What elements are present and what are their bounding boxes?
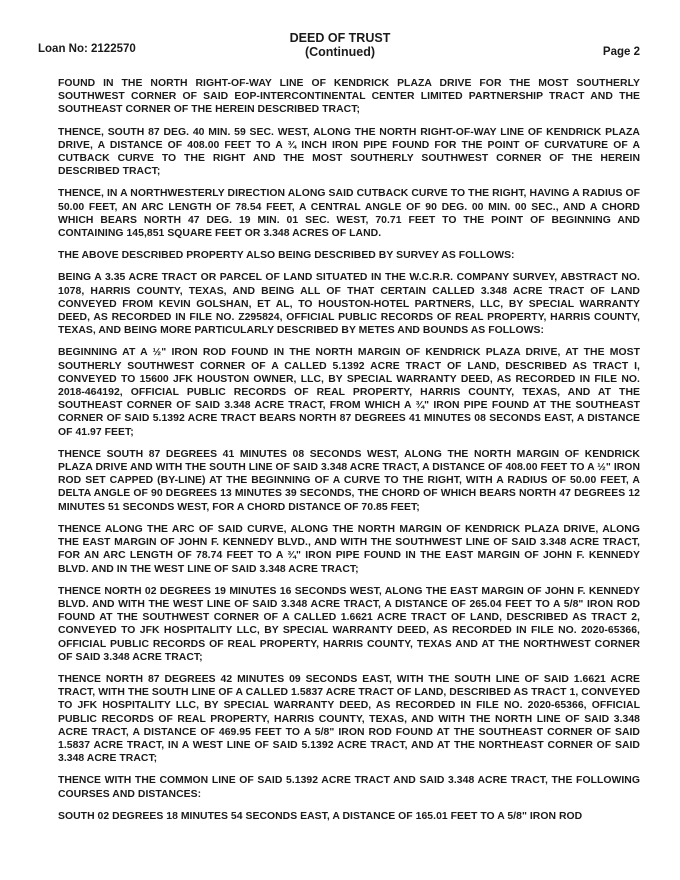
loan-number: Loan No: 2122570 xyxy=(38,43,136,55)
page-header xyxy=(0,0,680,62)
paragraph-thence-north-87-42: THENCE NORTH 87 DEGREES 42 MINUTES 09 SECONDS EAST, WITH THE SOUTH LINE OF SAID 1.6621 ACRE TRACT, WITH THE SOUTH LINE OF A CALLED 1.5837 ACRE TRACT OF LAND, DESCRIBED AS TRACT 1, CONVEYED TO JFK HOSPITALITY LLC, BY SPECIAL WARRANTY DEED, AS RECORDED IN FILE NO. 2020-65366, OFFICIAL PUBLIC RECORDS OF REAL PROPERTY, HARRIS COUNTY, TEXAS, AND WITH THE NORTH LINE OF SAID 3.348 ACRE TRACT, A DISTANCE OF 469.95 FEET TO A 5/8" IRON ROD FOUND AT THE SOUTHEAST CORNER OF SAID 1.5837 ACRE TRACT, IN A WEST LINE OF SAID 5.1392 ACRE TRACT, AND AT THE NORTHEAST CORNER OF SAID 3.348 ACRE TRACT; xyxy=(58,673,640,765)
page-number: Page 2 xyxy=(602,46,640,58)
paragraph-thence-north-02-19: THENCE NORTH 02 DEGREES 19 MINUTES 16 SECONDS WEST, ALONG THE EAST MARGIN OF JOHN F. KENNEDY BLVD. AND WITH THE WEST LINE OF SAID 3.348 ACRE TRACT, A DISTANCE OF 265.04 FEET TO A 5/8" IRON ROD FOUND AT THE SOUTHWEST CORNER OF A CALLED 1.6621 ACRE TRACT OF LAND, DESCRIBED AS TRACT 2, CONVEYED TO JFK HOSPITALITY LLC, BY SPECIAL WARRANTY DEED, AS RECORDED IN FILE NO. 2020-65366, OFFICIAL PUBLIC RECORDS OF REAL PROPERTY, HARRIS COUNTY, TEXAS AND AT THE NORTHWEST CORNER OF SAID 3.348 ACRE TRACT; xyxy=(58,585,640,663)
document-title-continued: (Continued) xyxy=(304,45,376,59)
paragraph-thence-south-87-41: THENCE SOUTH 87 DEGREES 41 MINUTES 08 SECONDS WEST, ALONG THE NORTH MARGIN OF KENDRICK PLAZA DRIVE AND WITH THE SOUTH LINE OF SAID 3.348 ACRE TRACT, A DISTANCE OF 408.00 FEET TO A ½" IRON ROD SET CAPPED (BY-LINE) AT THE BEGINNING OF A CURVE TO THE RIGHT, WITH A RADIUS OF 50.00 FEET, A DELTA ANGLE OF 90 DEGREES 13 MINUTES 39 SECONDS, THE CHORD OF WHICH BEARS NORTH 47 DEGREES 12 MINUTES 51 SECONDS WEST, FOR A CHORD DISTANCE OF 70.85 FEET; xyxy=(58,448,640,513)
document-title xyxy=(0,31,680,59)
document-title-main: DEED OF TRUST xyxy=(289,31,391,45)
legal-description xyxy=(58,77,640,832)
paragraph-beginning: BEGINNING AT A ½" IRON ROD FOUND IN THE NORTH MARGIN OF KENDRICK PLAZA DRIVE, AT THE MOST SOUTHERLY SOUTHWEST CORNER OF A CALLED 5.1392 ACRE TRACT OF LAND, DESCRIBED AS TRACT I, CONVEYED TO 15600 JFK HOUSTON OWNER, LLC, BY SPECIAL WARRANTY DEED, AS RECORDED IN FILE NO. 2018-464192, OFFICIAL PUBLIC RECORDS OF REAL PROPERTY, HARRIS COUNTY, TEXAS, AND AT THE SOUTHEAST CORNER OF SAID 3.348 ACRE TRACT, FROM WHICH A ¾" IRON PIPE FOUND AT THE SOUTHEAST CORNER OF SAID 5.1392 ACRE TRACT BEARS NORTH 87 DEGREES 41 MINUTES 08 SECONDS EAST, A DISTANCE OF 41.97 FEET; xyxy=(58,347,640,438)
paragraph-arc-of-curve: THENCE ALONG THE ARC OF SAID CURVE, ALONG THE NORTH MARGIN OF KENDRICK PLAZA DRIVE, ALONG THE EAST MARGIN OF JOHN F. KENNEDY BLVD., AND WITH THE SOUTHWEST LINE OF SAID 3.348 ACRE TRACT, FOR AN ARC LENGTH OF 78.74 FEET TO A ¾" IRON PIPE FOUND IN THE EAST MARGIN OF JOHN F. KENNEDY BLVD. AND IN THE WEST LINE OF SAID 3.348 ACRE TRACT; xyxy=(58,523,640,575)
paragraph-survey-intro: THE ABOVE DESCRIBED PROPERTY ALSO BEING DESCRIBED BY SURVEY AS FOLLOWS: xyxy=(58,250,515,262)
paragraph-thence-south-87-40: THENCE, SOUTH 87 DEG. 40 MIN. 59 SEC. WEST, ALONG THE NORTH RIGHT-OF-WAY LINE OF KENDRICK PLAZA DRIVE, A DISTANCE OF 408.00 FEET TO A ¾ INCH IRON PIPE FOUND FOR THE POINT OF CURVATURE OF A CUTBACK CURVE TO THE RIGHT AND THE MOST SOUTHERLY SOUTHWEST CORNER OF THE HEREIN DESCRIBED TRACT; xyxy=(58,126,640,178)
paragraph-cutback-curve: THENCE, IN A NORTHWESTERLY DIRECTION ALONG SAID CUTBACK CURVE TO THE RIGHT, HAVING A RADIUS OF 50.00 FEET, AN ARC LENGTH OF 78.54 FEET, A CENTRAL ANGLE OF 90 DEG. 00 MIN. 00 SEC., AND A CHORD WHICH BEARS NORTH 47 DEG. 19 MIN. 01 SEC. WEST, 70.71 FEET TO THE POINT OF BEGINNING AND CONTAINING 145,851 SQUARE FEET OR 3.348 ACRES OF LAND. xyxy=(58,188,640,240)
paragraph-south-02-18: SOUTH 02 DEGREES 18 MINUTES 54 SECONDS EAST, A DISTANCE OF 165.01 FEET TO A 5/8" IRON ROD xyxy=(58,810,583,822)
paragraph-southeast-corner: FOUND IN THE NORTH RIGHT-OF-WAY LINE OF KENDRICK PLAZA DRIVE FOR THE MOST SOUTHERLY SOUTHWEST CORNER OF SAID EOP-INTERCONTINENTAL CENTER LIMITED PARTNERSHIP TRACT AND THE SOUTHEAST CORNER OF THE HEREIN DESCRIBED TRACT; xyxy=(58,78,640,116)
paragraph-common-line: THENCE WITH THE COMMON LINE OF SAID 5.1392 ACRE TRACT AND SAID 3.348 ACRE TRACT, THE FOLLOWING COURSES AND DISTANCES: xyxy=(58,775,640,800)
paragraph-tract-description: BEING A 3.35 ACRE TRACT OR PARCEL OF LAND SITUATED IN THE W.C.R.R. COMPANY SURVEY, ABSTRACT NO. 1078, HARRIS COUNTY, TEXAS, AND BEING ALL OF THAT CERTAIN CALLED 3.348 ACRE TRACT OF LAND CONVEYED FROM KEVIN GOLSHAN, ET AL, TO HOUSTON-HOTEL PARTNERS, LLC, BY SPECIAL WARRANTY DEED, AS RECORDED IN FILE NO. Z295824, OFFICIAL PUBLIC RECORDS OF REAL PROPERTY, HARRIS COUNTY, TEXAS, AND BEING MORE PARTICULARLY DESCRIBED BY METES AND BOUNDS AS FOLLOWS: xyxy=(58,272,640,337)
